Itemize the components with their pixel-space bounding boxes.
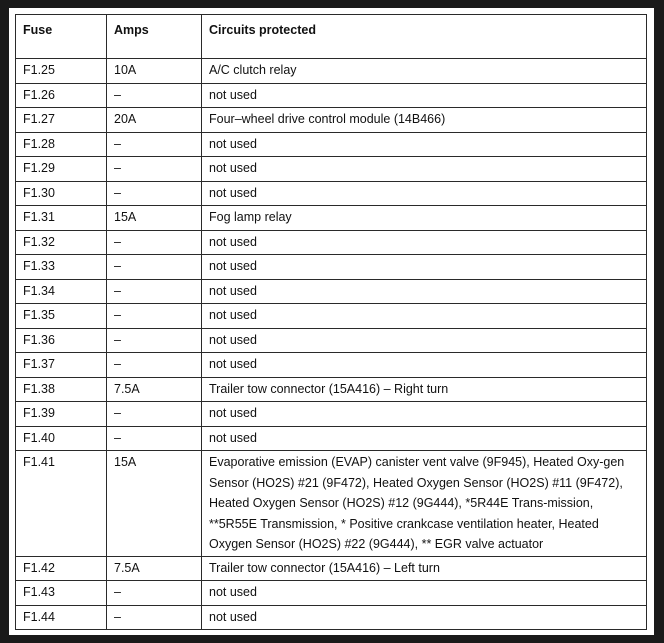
- cell-circuit: not used: [202, 605, 647, 630]
- cell-circuit: not used: [202, 279, 647, 304]
- cell-amps: 10A: [107, 59, 202, 84]
- cell-circuit: not used: [202, 157, 647, 182]
- cell-circuit: not used: [202, 230, 647, 255]
- cell-amps: –: [107, 353, 202, 378]
- table-row: [16, 132, 647, 157]
- cell-amps: –: [107, 279, 202, 304]
- cell-amps: –: [107, 132, 202, 157]
- cell-amps: 15A: [107, 451, 202, 557]
- table-row: [16, 304, 647, 329]
- table-row: [16, 581, 647, 606]
- cell-circuit: Four–wheel drive control module (14B466): [202, 108, 647, 133]
- table-row: [16, 230, 647, 255]
- cell-circuit: not used: [202, 304, 647, 329]
- table-row: [16, 206, 647, 231]
- cell-amps: –: [107, 581, 202, 606]
- header-row: [16, 15, 647, 59]
- cell-fuse: F1.27: [16, 108, 107, 133]
- cell-fuse: F1.36: [16, 328, 107, 353]
- cell-circuit: not used: [202, 328, 647, 353]
- cell-amps: –: [107, 181, 202, 206]
- cell-circuit: Trailer tow connector (15A416) – Right turn: [202, 377, 647, 402]
- cell-fuse: F1.42: [16, 556, 107, 581]
- header-amps: Amps: [107, 15, 202, 59]
- cell-amps: –: [107, 605, 202, 630]
- cell-fuse: F1.35: [16, 304, 107, 329]
- cell-fuse: F1.32: [16, 230, 107, 255]
- table-row: [16, 605, 647, 630]
- cell-circuit: not used: [202, 181, 647, 206]
- cell-amps: –: [107, 426, 202, 451]
- table-row: [16, 279, 647, 304]
- cell-circuit: not used: [202, 426, 647, 451]
- cell-amps: –: [107, 157, 202, 182]
- cell-amps: –: [107, 255, 202, 280]
- table-row: [16, 353, 647, 378]
- table-row: [16, 181, 647, 206]
- table-row: [16, 59, 647, 84]
- cell-fuse: F1.25: [16, 59, 107, 84]
- cell-amps: –: [107, 402, 202, 427]
- cell-fuse: F1.41: [16, 451, 107, 557]
- document-page: [9, 8, 654, 635]
- cell-fuse: F1.33: [16, 255, 107, 280]
- table-row: [16, 108, 647, 133]
- cell-fuse: F1.28: [16, 132, 107, 157]
- cell-fuse: F1.44: [16, 605, 107, 630]
- cell-circuit: not used: [202, 83, 647, 108]
- header-circuits: Circuits protected: [202, 15, 647, 59]
- cell-fuse: F1.39: [16, 402, 107, 427]
- cell-circuit: not used: [202, 255, 647, 280]
- table-row: [16, 377, 647, 402]
- cell-amps: –: [107, 230, 202, 255]
- cell-fuse: F1.40: [16, 426, 107, 451]
- cell-fuse: F1.30: [16, 181, 107, 206]
- cell-amps: –: [107, 304, 202, 329]
- cell-circuit: Fog lamp relay: [202, 206, 647, 231]
- cell-fuse: F1.38: [16, 377, 107, 402]
- cell-circuit: not used: [202, 581, 647, 606]
- cell-amps: 15A: [107, 206, 202, 231]
- cell-fuse: F1.26: [16, 83, 107, 108]
- cell-circuit: Evaporative emission (EVAP) canister vent valve (9F945), Heated Oxy-gen Sensor (HO2S) #21 (9F472), Heated Oxygen Sensor (HO2S) #11 (9F472), Heated Oxygen Sensor (HO2S) #12 (9G444), *5R44E Trans-mission, **5R55E Transmission, * Positive crankcase ventilation heater, Heated Oxygen Sensor (HO2S) #22 (9G444), ** EGR valve actuator: [202, 451, 647, 557]
- cell-circuit: not used: [202, 132, 647, 157]
- cell-amps: 7.5A: [107, 556, 202, 581]
- table-row: [16, 255, 647, 280]
- table-row: [16, 157, 647, 182]
- table-row: [16, 556, 647, 581]
- cell-amps: 20A: [107, 108, 202, 133]
- cell-fuse: F1.43: [16, 581, 107, 606]
- cell-circuit: Trailer tow connector (15A416) – Left turn: [202, 556, 647, 581]
- cell-circuit: A/C clutch relay: [202, 59, 647, 84]
- cell-amps: –: [107, 83, 202, 108]
- cell-fuse: F1.29: [16, 157, 107, 182]
- cell-circuit: not used: [202, 402, 647, 427]
- table-row: [16, 426, 647, 451]
- table-row: [16, 83, 647, 108]
- cell-fuse: F1.34: [16, 279, 107, 304]
- table-row: [16, 402, 647, 427]
- fuse-table: [15, 14, 647, 630]
- table-row: [16, 451, 647, 557]
- cell-fuse: F1.31: [16, 206, 107, 231]
- cell-fuse: F1.37: [16, 353, 107, 378]
- cell-amps: –: [107, 328, 202, 353]
- cell-amps: 7.5A: [107, 377, 202, 402]
- table-row: [16, 328, 647, 353]
- header-fuse: Fuse: [16, 15, 107, 59]
- cell-circuit: not used: [202, 353, 647, 378]
